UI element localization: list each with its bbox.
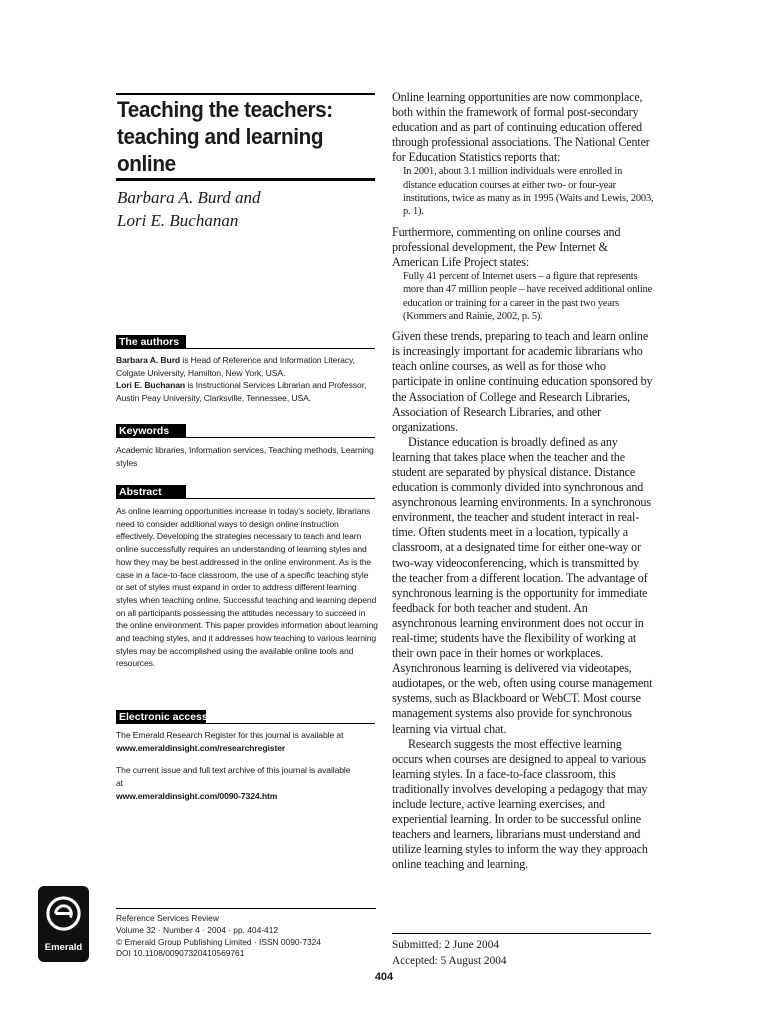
authors-section — [116, 354, 378, 405]
page-number: 404 — [374, 971, 394, 983]
body-paragraph-3: Given these trends, preparing to teach and learn online is increasingly important for academic librarians who teach online courses, as well as for those who participate in online continuing education sponsored by the Association of College and Research Libraries, Association of Research Libraries, and other organizations. — [392, 329, 653, 434]
body-paragraph-5: Research suggests the most effective learning occurs when courses are designed to appeal to various learning styles. In a face-to-face classroom, this traditionally involves developing a pedagogy that may include lecture, active learning exercises, and experiential learning. In order to be successful online teachers and learners, librarians must understand and utilize learning styles to inform the way they approach online teaching and learning. — [392, 736, 648, 872]
author-line-2: Lori E. Buchanan — [117, 211, 239, 230]
author-names — [117, 186, 375, 232]
journal-copyright: © Emerald Group Publishing Limited · ISSN 0090-7324 — [116, 936, 321, 947]
abstract-heading: Abstract — [116, 485, 186, 499]
author2-bio — [116, 379, 378, 404]
dates-rule — [392, 933, 651, 934]
access-url-2-text[interactable]: www.emeraldinsight.com/0090-7324.htm — [116, 790, 278, 801]
abstract-section — [116, 505, 378, 670]
emerald-logo-icon — [44, 894, 83, 933]
author1-bio — [116, 354, 378, 379]
author2-text: is Instructional Services Librarian and Professor, Austin Peay University, Clarksville, Tennessee, USA. — [116, 380, 367, 404]
body-paragraph-2: Furthermore, commenting on online courses and professional development, the Pew Internet & American Life Project states: — [392, 224, 621, 269]
electronic-access-heading: Electronic access — [116, 710, 206, 724]
block-quote-1: In 2001, about 3.1 million individuals were enrolled in distance education courses at either two- or four-year institutions, twice as many as in 1995 (Waits and Lewis, 2003, p. 1). — [403, 166, 654, 218]
author2-name: Lori E. Buchanan — [116, 380, 186, 391]
author1-text: is Head of Reference and Information Literacy, Colgate University, Hamilton, New York, USA. — [116, 355, 355, 378]
journal-name: Reference Services Review — [116, 913, 219, 923]
title-bottom-rule — [116, 178, 375, 181]
access-url-1[interactable] — [116, 742, 351, 755]
access-url-2[interactable] — [116, 790, 351, 803]
block-quote-2: Fully 41 percent of Internet users – a figure that represents more than 47 million people – have received additional online education or training for a career in the past two years (Kommers and Rainie, 2002, p. 5). — [403, 270, 653, 322]
publisher-logo — [38, 886, 89, 962]
journal-info — [116, 913, 378, 960]
access-text-2: The current issue and full text archive of this journal is available at — [116, 765, 351, 789]
keywords-heading: Keywords — [116, 424, 186, 438]
abstract-text: As online learning opportunities increase in today’s society, librarians need to consider additional ways to design online instruction effectively. Developing the strategies necessary to teach and learn online successfully requires an understanding of learning styles and how they may be best addressed in the online environment. As is the case in a face-to-face classroom, the use of a specific teaching style or set of styles must expand in order to address different learning styles when teaching online. Successful teaching and learning depend on all participants possessing the attitudes necessary to succeed in the online environment. This paper provides information about learning and teaching styles, and it addresses how teaching to various learning styles may be accomplished using the available online tools and resources. — [116, 506, 378, 669]
keywords-section — [116, 444, 378, 469]
author-line-1: Barbara A. Burd and — [117, 188, 261, 207]
logo-wordmark: Emerald — [44, 942, 83, 953]
journal-volume: Volume 32 · Number 4 · 2004 · pp. 404-412 — [116, 924, 279, 935]
access-url-1-text[interactable]: www.emeraldinsight.com/researchregister — [116, 742, 286, 753]
footer-rule — [116, 908, 376, 909]
electronic-access-section — [116, 729, 351, 803]
keywords-text: Academic libraries, Information services, Teaching methods, Learning styles — [116, 445, 374, 468]
access-text-1: The Emerald Research Register for this journal is available at — [116, 730, 344, 740]
author1-name: Barbara A. Burd — [116, 355, 181, 365]
authors-heading-rule — [186, 348, 375, 349]
body-paragraph-4: Distance education is broadly defined as any learning that takes place when the teacher and the student are separated by physical distance. Distance education is commonly divided into synchronous and asynchronous learning environments. In a synchronous environment, the teacher and student interact in real-time. Often students meet in a location, typically a classroom, at a designated time for either one-way or two-way videoconferencing, which is transmitted by the teacher from a different location. The advantage of synchronous learning is the opportunity for immediate feedback for both teacher and student. An asynchronous learning environment does not occur in real-time; students have the flexibility of working at their own pace in their homes or workplaces. Asynchronous learning is delivered via videotapes, audiotapes, or the web, often using course management systems, such as Blackboard or WebCT. Most course management systems also provide for synchronous learning via virtual chat. — [392, 434, 653, 736]
title-top-rule — [116, 93, 375, 95]
authors-heading: The authors — [116, 335, 186, 349]
body-paragraph-1: Online learning opportunities are now commonplace, both within the framework of formal post-secondary education and as part of continuing education offered through professional associations. The National Center for Education Statistics reports that: — [392, 90, 650, 165]
submitted-date: Submitted: 2 June 2004 — [392, 939, 500, 951]
submission-dates — [392, 938, 654, 969]
accepted-date: Accepted: 5 August 2004 — [392, 954, 507, 967]
keywords-heading-rule — [186, 437, 375, 438]
journal-doi: DOI 10.1108/00907320410569761 — [116, 948, 245, 959]
article-body — [392, 90, 654, 873]
abstract-heading-rule — [186, 498, 375, 499]
article-title: Teaching the teachers: teaching and learning online — [117, 97, 333, 176]
electronic-access-heading-rule — [206, 723, 375, 724]
